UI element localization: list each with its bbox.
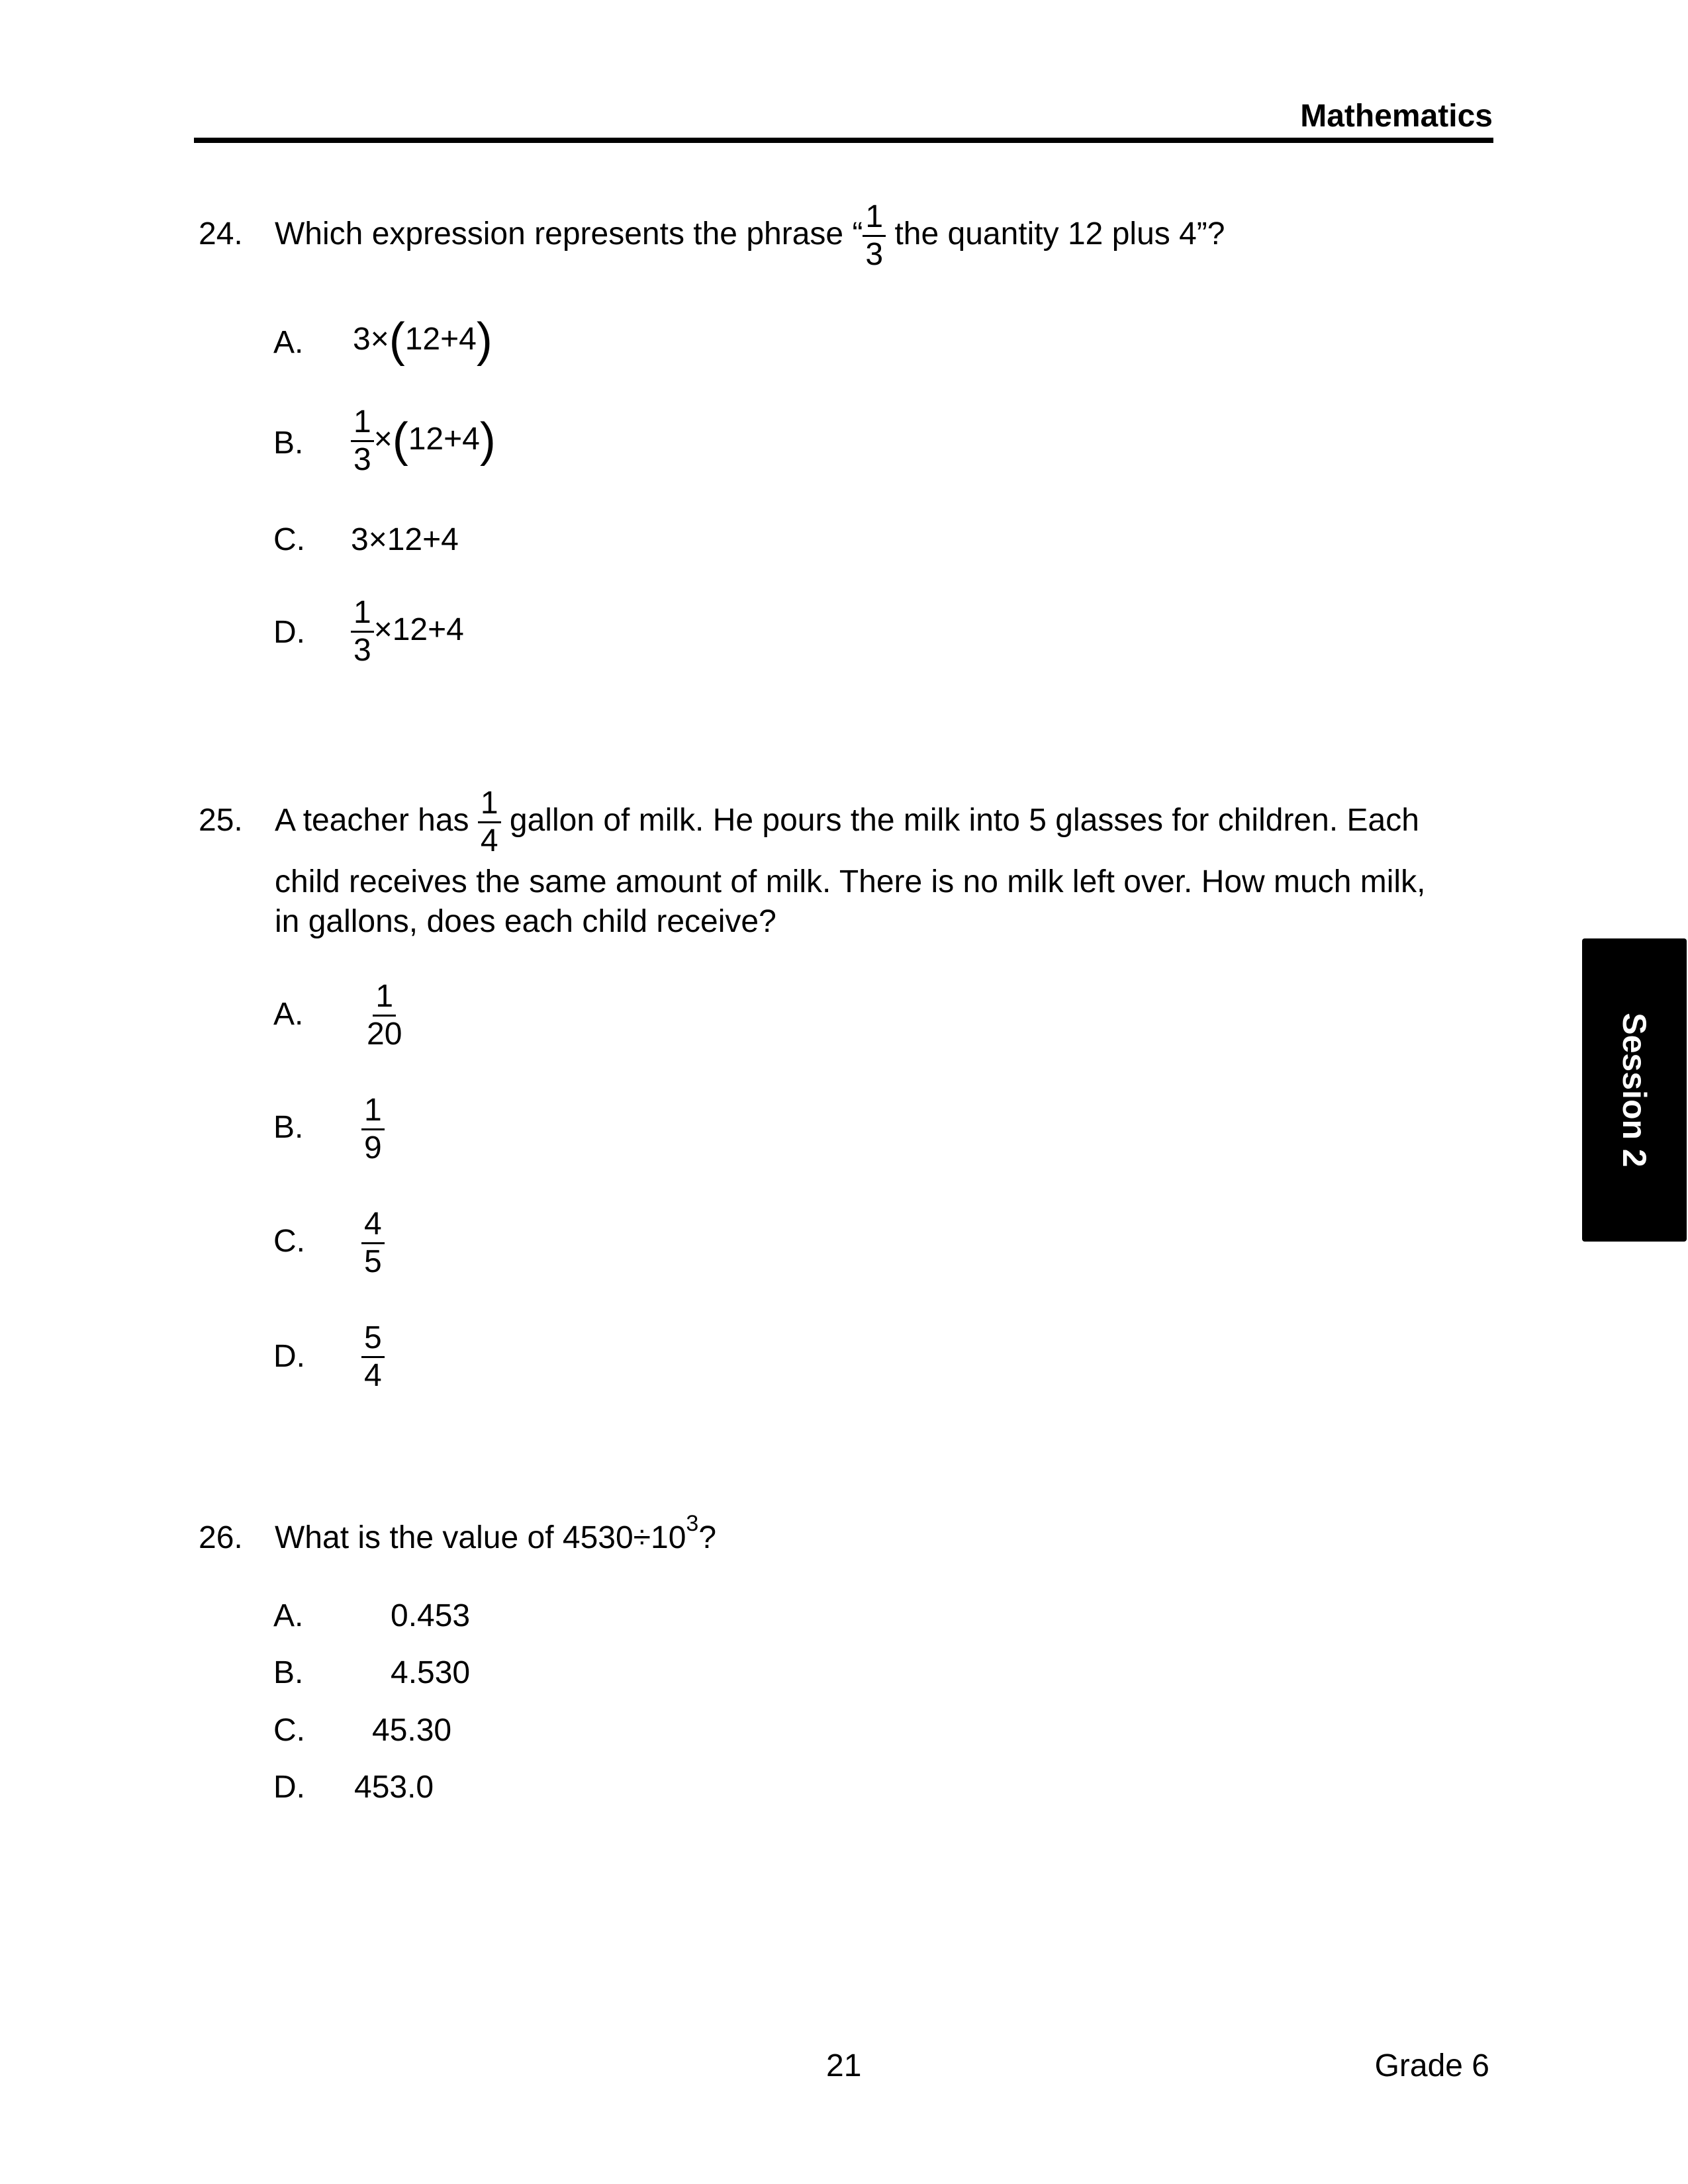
q26-option-c-label[interactable]: C.: [273, 1713, 305, 1748]
question-26-expression: $4530\div 10^3$: [562, 1511, 699, 1555]
q26-option-c-value[interactable]: 45.30: [372, 1713, 452, 1748]
question-24-text: [275, 199, 1225, 271]
q26-option-b-label[interactable]: B.: [273, 1655, 304, 1690]
q26-option-a-value[interactable]: 0.453: [391, 1598, 471, 1633]
page-number: 21: [826, 2048, 862, 2083]
q26-option-d-label[interactable]: D.: [273, 1770, 305, 1805]
header-rule: [194, 138, 1493, 143]
question-24-text-before: Which expression represents the phrase “: [275, 216, 863, 251]
q24-option-b-expression[interactable]: $\frac{1}{3}$ ×(12+4): [351, 404, 496, 476]
q25-option-b-fraction[interactable]: $\frac{1}{9}$: [361, 1092, 385, 1164]
question-25-text-before: A teacher has: [275, 803, 478, 838]
q25-option-a-fraction[interactable]: $\frac{1}{20}$: [367, 978, 402, 1052]
q25-option-d-label[interactable]: D.: [273, 1339, 305, 1374]
q26-option-d-value[interactable]: 453.0: [354, 1770, 434, 1805]
question-24-number: 24.: [199, 216, 243, 251]
session-tab: [1582, 938, 1687, 1242]
question-26-text: What is the value of $4530\div 10^3$?: [275, 1511, 717, 1555]
q24-option-c-expression[interactable]: 3×12+4: [351, 522, 459, 557]
question-25-fraction: $\frac{1}{4}$: [478, 788, 501, 857]
q24-option-d-expression[interactable]: $\frac{1}{3}$ ×12+4: [351, 594, 464, 666]
q25-option-a-label[interactable]: A.: [273, 997, 304, 1032]
question-25-line-1: [275, 785, 1419, 857]
q26-option-b-value[interactable]: 4.530: [391, 1655, 471, 1690]
question-24-fraction: $\frac{1}{3}$: [863, 201, 886, 271]
question-24-text-after: the quantity 12 plus 4”?: [886, 216, 1225, 251]
question-26-number: 26.: [199, 1520, 243, 1555]
q25-option-c-fraction[interactable]: $\frac{4}{5}$: [361, 1206, 385, 1278]
question-25-line-3: in gallons, does each child receive?: [275, 904, 776, 939]
q24-option-d-label[interactable]: D.: [273, 615, 305, 650]
page-header-title: Mathematics: [1300, 99, 1493, 134]
q25-option-b-label[interactable]: B.: [273, 1110, 304, 1145]
grade-label: Grade 6: [1374, 2048, 1489, 2083]
question-25-line-2: child receives the same amount of milk. There is no milk left over. How much milk,: [275, 864, 1426, 899]
question-25-text-after: gallon of milk. He pours the milk into 5 glasses for children. Each: [500, 803, 1419, 838]
question-25-number: 25.: [199, 803, 243, 838]
q25-option-d-fraction[interactable]: $\frac{5}{4}$: [361, 1320, 385, 1392]
q24-option-a-label[interactable]: A.: [273, 325, 304, 360]
q26-option-a-label[interactable]: A.: [273, 1598, 304, 1633]
q24-option-a-expression[interactable]: 3×(12+4): [353, 314, 492, 367]
q25-option-c-label[interactable]: C.: [273, 1224, 305, 1259]
q24-option-b-label[interactable]: B.: [273, 426, 304, 461]
q24-option-c-label[interactable]: C.: [273, 522, 305, 557]
session-tab-label: Session 2: [1616, 1013, 1653, 1167]
